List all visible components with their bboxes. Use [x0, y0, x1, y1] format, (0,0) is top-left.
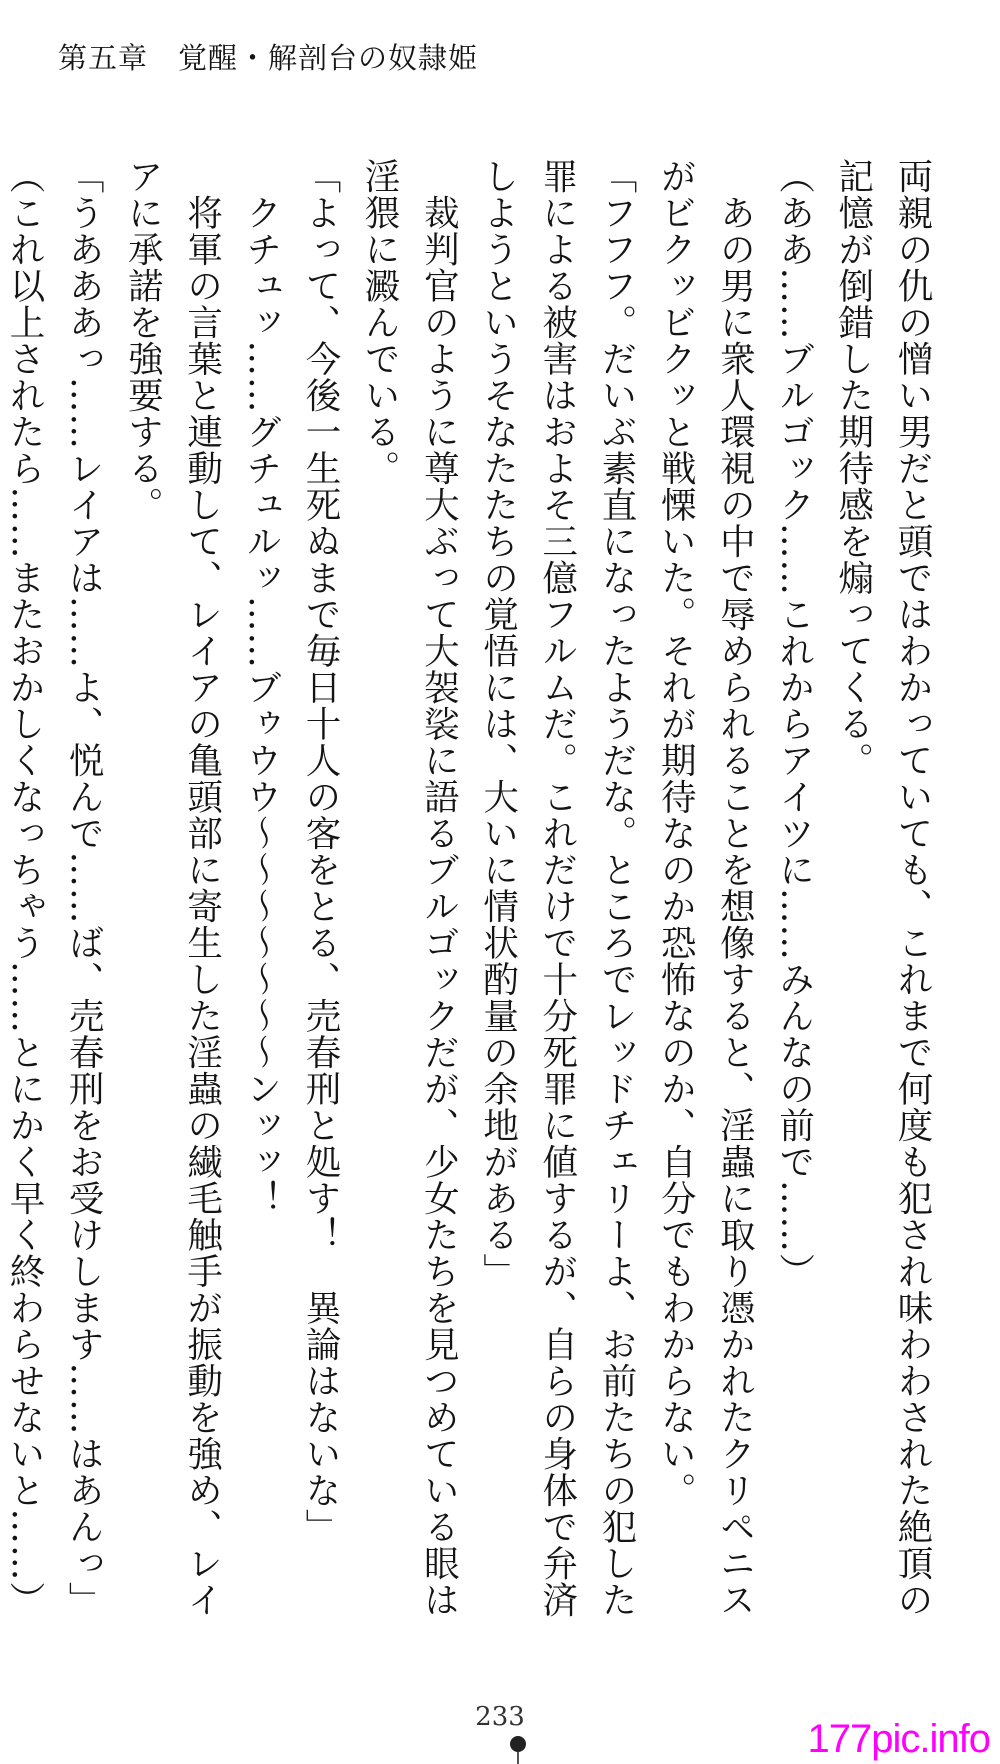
- watermark: 177pic.info: [796, 1714, 996, 1764]
- text-column: アに承諾を強要する。: [122, 158, 164, 523]
- vertical-body-text: [3, 158, 942, 1618]
- text-column: 将軍の言葉と連動して、レイアの亀頭部に寄生した淫蟲の繊毛触手が振動を強め、レイ: [181, 158, 223, 1618]
- running-head: 第五章 覚醒・解剖台の奴隷姫: [58, 41, 479, 75]
- text-column: 淫猥に澱んでいる。: [359, 158, 401, 487]
- text-column: （これ以上されたら……またおかしくなっちゃう……とにかく早く終わらせないと……）: [3, 158, 45, 1618]
- text-column: 「うあああっ……レイアは……よ、悦んで……ば、売春刑をお受けします……はあんっ」: [63, 158, 105, 1618]
- text-column: がビクッビクッと戦慄いた。それが期待なのか恐怖なのか、自分でもわからない。: [655, 158, 697, 1509]
- page-marker-dot: [510, 1736, 526, 1752]
- text-column: あの男に衆人環視の中で辱められることを想像すると、淫蟲に取り憑かれたクリペニス: [714, 158, 756, 1618]
- page-number: 233: [475, 1702, 525, 1732]
- text-column: 裁判官のように尊大ぶって大袈裟に語るブルゴックだが、少女たちを見つめている眼は: [418, 158, 460, 1618]
- page-marker-stem: [517, 1752, 519, 1764]
- text-column: 両親の仇の憎い男だと頭ではわかっていても、これまで何度も犯され味わわされた絶頂の: [892, 158, 933, 1618]
- text-column: 「よって、今後一生死ぬまで毎日十人の客をとる、売春刑と処す！ 異論はないな」: [299, 158, 341, 1545]
- text-column: 罪による被害はおよそ三億フルムだ。これだけで十分死罪に値するが、自らの身体で弁済: [536, 158, 578, 1618]
- text-column: しようというそなたたちの覚悟には、大いに情状酌量の余地がある」: [477, 158, 519, 1290]
- text-column: クチュッ……グチュルッ……ブゥウウ〜〜〜〜〜〜〜ンッッ！: [240, 158, 282, 1217]
- text-column: 「フフフ。だいぶ素直になったようだな。ところでレッドチェリーよ、お前たちの犯した: [595, 158, 637, 1618]
- text-column: 記憶が倒錯した期待感を煽ってくる。: [832, 158, 874, 779]
- text-column: （ああ……ブルゴック……これからアイツに……みんなの前で……）: [773, 158, 815, 1290]
